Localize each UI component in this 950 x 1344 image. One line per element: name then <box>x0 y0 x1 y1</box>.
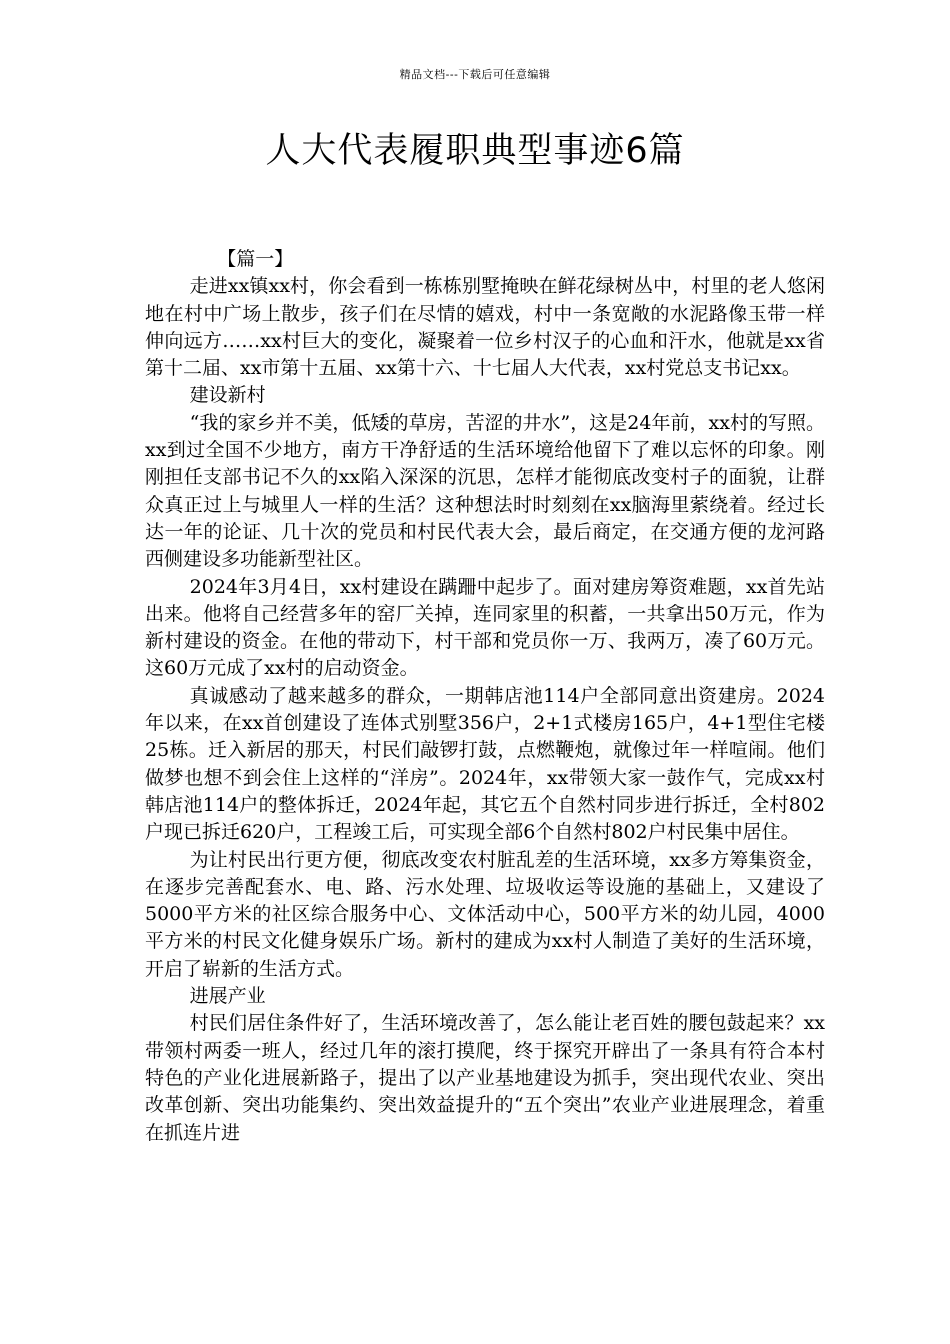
paragraph: 走进xx镇xx村，你会看到一栋栋别墅掩映在鲜花绿树丛中，村里的老人悠闲地在村中广场上散步，孩子们在尽情的嬉戏，村中一条宽敞的水泥路像玉带一样伸向远方……xx村巨大的变化，凝聚着一位乡村汉子的心血和汗水，他就是xx省第十二届、xx市第十五届、xx第十六、十七届人大代表，xx村党总支书记xx。 <box>145 275 825 380</box>
document-title: 人大代表履职典型事迹6篇 <box>265 131 685 171</box>
section-label: 【篇一】 <box>217 248 294 270</box>
subheading-build-village: 建设新村 <box>189 384 266 407</box>
header-note: 精品文档---下载后可任意编辑 <box>399 68 551 81</box>
paragraph: 为让村民出行更方便，彻底改变农村脏乱差的生活环境，xx多方筹集资金，在逐步完善配套水、电、路、污水处理、垃圾收运等设施的基础上，又建设了5000平方米的社区综合服务中心、文体活动中心，500平方米的幼儿园，4000平方米的村民文化健身娱乐广场。新村的建成为xx村人制造了美好的生活环境，开启了崭新的生活方式。 <box>145 848 825 980</box>
paragraph: “我的家乡并不美，低矮的草房，苦涩的井水”，这是24年前，xx村的写照。xx到过全国不少地方，南方干净舒适的生活环境给他留下了难以忘怀的印象。刚刚担任支部书记不久的xx陷入深深的沉思，怎样才能彻底改变村子的面貌，让群众真正过上与城里人一样的生活？这种想法时时刻刻在xx脑海里萦绕着。经过长达一年的论证、几十次的党员和村民代表大会，最后商定，在交通方便的龙河路西侧建设多功能新型社区。 <box>145 411 825 571</box>
paragraph: 真诚感动了越来越多的群众，一期韩店池114户全部同意出资建房。2024年以来，在xx首创建设了连体式别墅356户，2+1式楼房165户，4+1型住宅楼25栋。迁入新居的那天，村民们敲锣打鼓，点燃鞭炮，就像过年一样喧闹。他们做梦也想不到会住上这样的“洋房”。2024年，xx带领大家一鼓作气，完成xx村韩店池114户的整体拆迁，2024年起，其它五个自然村同步进行拆迁，全村802户现已拆迁620户，工程竣工后，可实现全部6个自然村802户村民集中居住。 <box>145 684 825 844</box>
paragraph: 村民们居住条件好了，生活环境改善了，怎么能让老百姓的腰包鼓起来？xx带领村两委一班人，经过几年的滚打摸爬，终于探究开辟出了一条具有符合本村特色的产业化进展新路子，提出了以产业基地建设为抓手，突出现代农业、突出改革创新、突出功能集约、突出效益提升的“五个突出”农业产业进展理念，着重在抓连片进 <box>145 1012 825 1144</box>
subheading-develop-industry: 进展产业 <box>189 985 266 1008</box>
document-body <box>145 246 825 1147</box>
paragraph: 2024年3月4日，xx村建设在蹒跚中起步了。面对建房筹资难题，xx首先站出来。他将自己经营多年的窑厂关掉，连同家里的积蓄，一共拿出50万元，作为新村建设的资金。在他的带动下，村干部和党员你一万、我两万，凑了60万元。这60万元成了xx村的启动资金。 <box>145 575 825 680</box>
